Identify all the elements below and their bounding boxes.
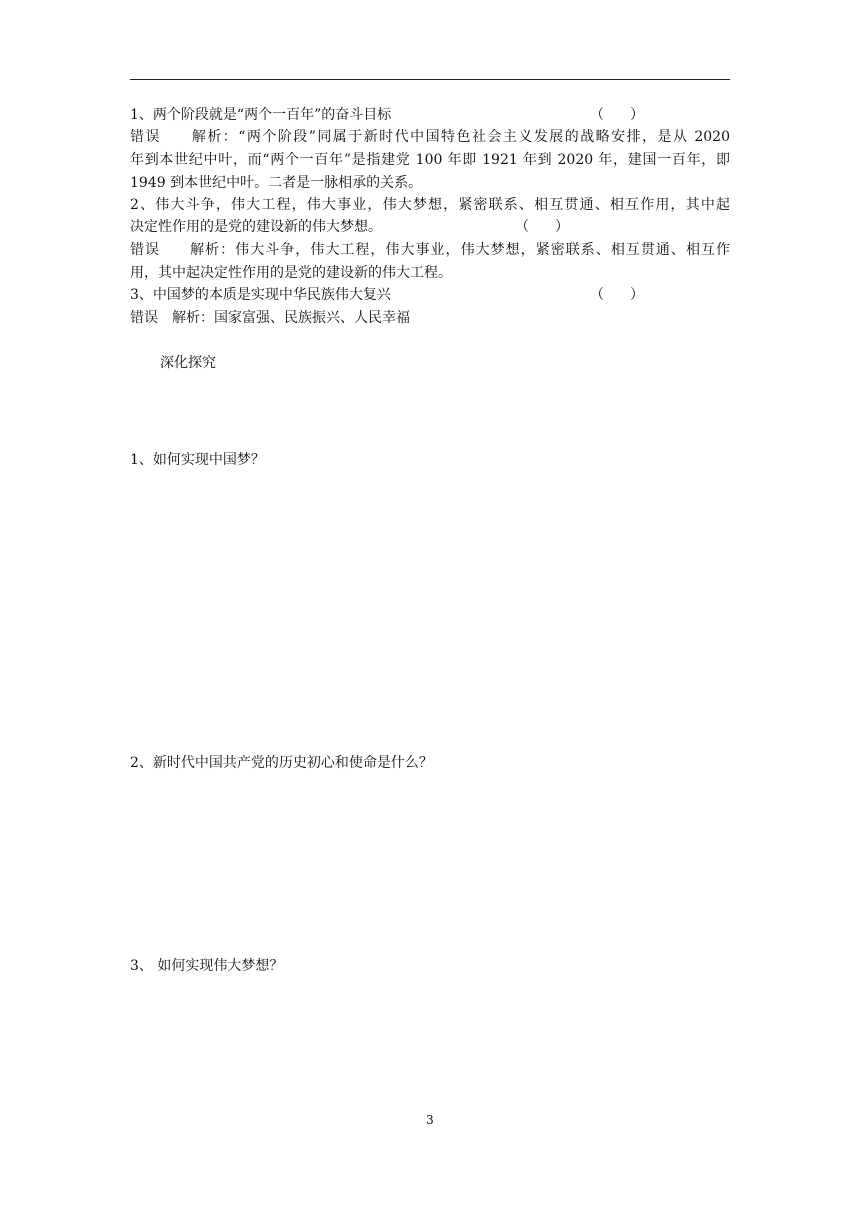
item-2-answer-parentheses [515, 218, 569, 237]
item-2-explanation-line: 用，其中起决定性作用的是党的建设新的伟大工程。 [130, 265, 452, 281]
item-1-explanation-line: 1949 到本世纪中叶。二者是一脉相承的关系。 [130, 175, 423, 191]
paren-close: ） [555, 219, 569, 235]
item-1-question: 1、两个阶段就是“两个一百年”的奋斗目标 [130, 107, 392, 123]
paren-close: ） [630, 107, 644, 123]
paren-open: （ [515, 219, 529, 235]
item-3-answer-parentheses [590, 286, 644, 305]
paren-close: ） [630, 287, 644, 303]
item-3-explanation-line: 错误 解析：国家富强、民族振兴、人民幸福 [130, 310, 410, 326]
item-2-question-line: 决定性作用的是党的建设新的伟大梦想。 [130, 219, 382, 235]
paren-open: （ [590, 107, 604, 123]
item-1-explanation-line: 年到本世纪中叶，而“两个一百年”是指建党 100 年即 1921 年到 2020 年，建国一百年，即 [130, 152, 730, 168]
explore-question-1: 1、如何实现中国梦？ [130, 452, 265, 468]
item-1-answer-parentheses [590, 106, 644, 125]
item-1-explanation-line: 错误 解析：“两个阶段”同属于新时代中国特色社会主义发展的战略安排，是从 2020 [130, 129, 730, 145]
paren-open: （ [590, 287, 604, 303]
item-3-question: 3、中国梦的本质是实现中华民族伟大复兴 [130, 287, 391, 303]
item-2-explanation-line: 错误 解析：伟大斗争，伟大工程，伟大事业，伟大梦想，紧密联系、相互贯通、相互作 [130, 242, 730, 258]
item-2-question-line: 2、伟大斗争，伟大工程，伟大事业，伟大梦想，紧密联系、相互贯通、相互作用，其中起 [130, 197, 730, 213]
section-heading: 深化探究 [160, 355, 216, 371]
explore-question-2: 2、新时代中国共产党的历史初心和使命是什么？ [130, 755, 433, 771]
header-rule [130, 79, 730, 80]
explore-question-3: 3、 如何实现伟大梦想？ [130, 958, 284, 974]
page-number: 3 [426, 1113, 434, 1127]
